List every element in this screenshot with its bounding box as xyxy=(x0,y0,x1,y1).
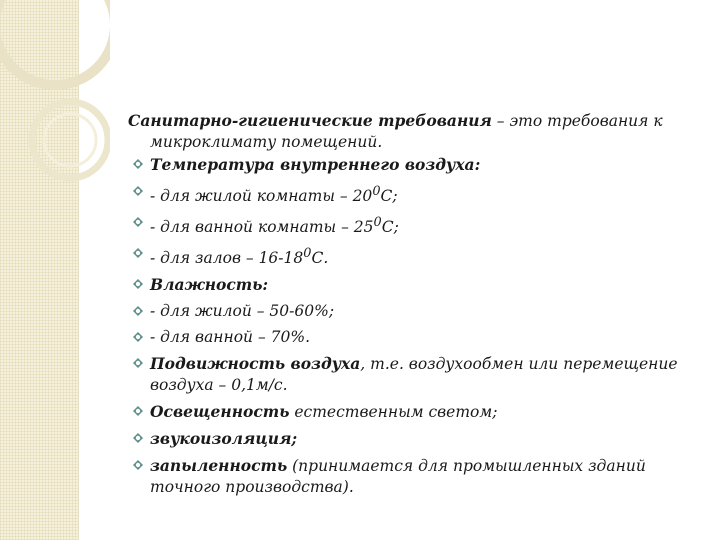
bullet-icon xyxy=(132,459,144,471)
item-text: - для ванной комнаты – 25 xyxy=(150,218,374,237)
item-bold-text: Температура внутреннего воздуха: xyxy=(150,155,481,174)
item-bold-text: запыленность xyxy=(150,456,288,476)
bullet-icon xyxy=(132,278,144,290)
bullet-icon xyxy=(132,357,144,369)
requirements-list xyxy=(128,154,694,498)
list-item xyxy=(128,212,694,238)
degree-sup: 0 xyxy=(372,184,381,199)
degree-sup: 0 xyxy=(373,215,382,231)
item-unit: С; xyxy=(380,187,398,206)
bullet-icon xyxy=(132,216,144,228)
item-text: (принимается для промышленных зданий точного производства). xyxy=(150,457,646,497)
list-item xyxy=(128,428,694,450)
list-item xyxy=(128,327,694,348)
list-item xyxy=(128,301,694,322)
item-bold-text: Освещенность xyxy=(150,402,290,422)
list-item xyxy=(128,181,694,207)
item-text: - для жилой – 50-60%; xyxy=(150,302,335,321)
item-text: естественным светом; xyxy=(289,403,498,422)
item-text: - для жилой комнаты – 20 xyxy=(150,187,373,206)
item-unit: С; xyxy=(381,218,399,237)
item-unit: С. xyxy=(311,249,329,268)
intro-term: Санитарно-гигиенические требования xyxy=(128,111,492,130)
list-item xyxy=(128,274,694,296)
list-item xyxy=(128,353,694,396)
bullet-icon xyxy=(132,331,144,343)
item-text: - для ванной – 70%. xyxy=(150,328,311,347)
bullet-icon xyxy=(132,405,144,417)
intro-definition: – это требования к микроклимату помещений. xyxy=(150,112,663,151)
item-bold-text: Подвижность воздуха xyxy=(150,354,361,374)
item-bold-text: звукоизоляция; xyxy=(150,429,298,449)
intro-paragraph xyxy=(128,110,694,153)
slide-content xyxy=(128,110,694,503)
item-bold-text: Влажность: xyxy=(150,275,269,295)
item-text: , т.е. воздухообмен или перемещение воздуха – 0,1м/с. xyxy=(150,355,678,395)
bullet-icon xyxy=(132,432,144,444)
bullet-icon xyxy=(132,158,144,170)
degree-sup: 0 xyxy=(303,246,312,262)
list-item xyxy=(128,243,694,269)
list-item xyxy=(128,401,694,423)
item-text: - для залов – 16-18 xyxy=(150,249,304,268)
list-item xyxy=(128,154,694,176)
bullet-icon xyxy=(132,185,144,197)
bullet-icon xyxy=(132,247,144,259)
bullet-icon xyxy=(132,305,144,317)
decorative-rings-icon xyxy=(0,0,110,260)
list-item xyxy=(128,455,694,498)
